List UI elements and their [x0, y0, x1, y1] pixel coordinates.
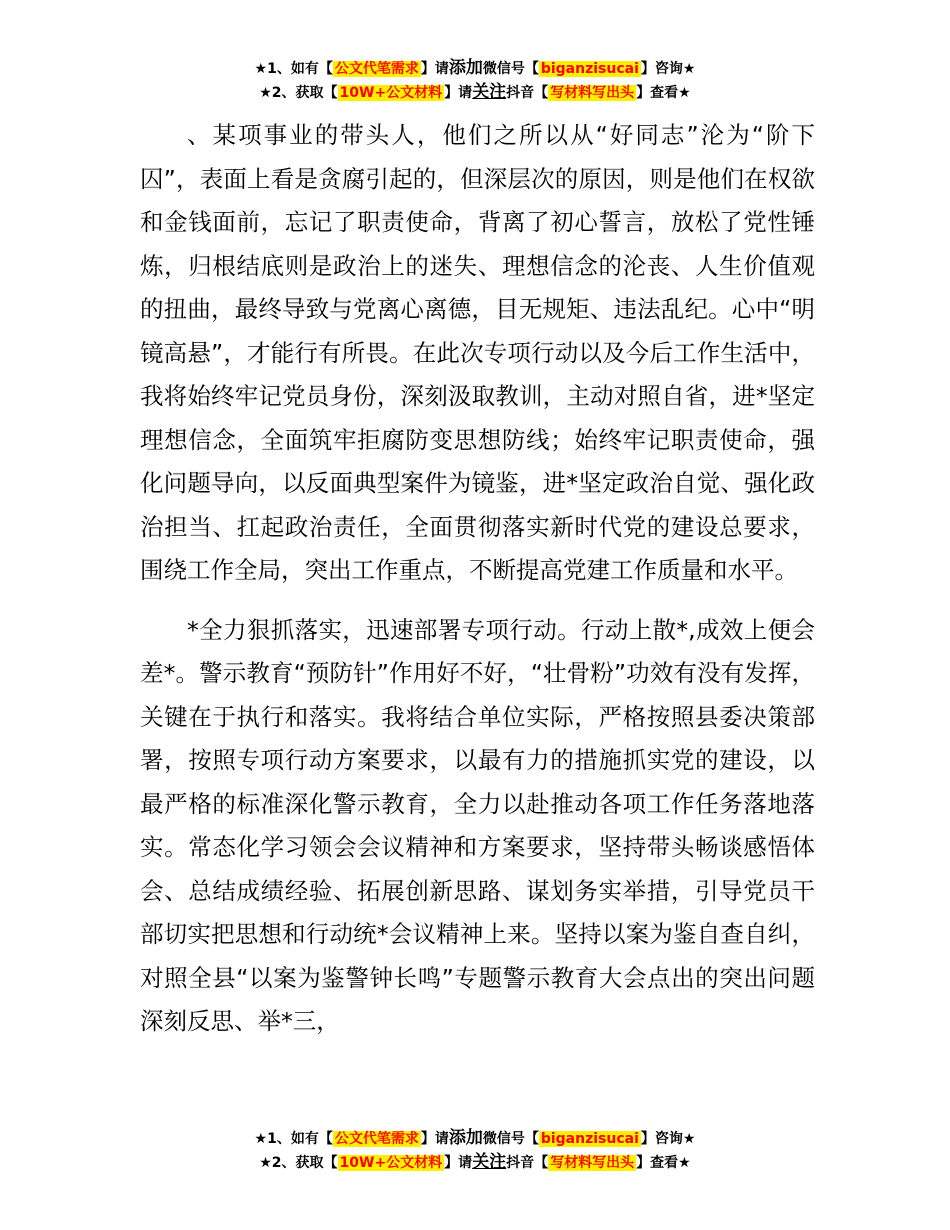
highlight-douyin-account: 写材料写出头: [550, 1155, 635, 1171]
banner-line-2: ★2、获取【 10W+公文材料 】请关注抖音【 写材料写出头 】查看★: [259, 1152, 691, 1172]
highlight-wechat-id: biganzisucai: [540, 61, 639, 77]
highlight-materials: 10W+公文材料: [339, 85, 443, 101]
paragraph: 、某项事业的带头人，他们之所以从“好同志”沦为“阶下囚”，表面上看是贪腐引起的，但深层次的原因，则是他们在权欲和金钱面前，忘记了职责使命，背离了初心誓言，放松了党性锤炼，归根结底则是政治上的迷失、理想信念的沦丧、人生价值观的扭曲，最终导致与党离心离德，目无规矩、违法乱纪。心中“明镜高悬”，才能行有所畏。在此次专项行动以及今后工作生活中，我将始终牢记党员身份，深刻汲取教训，主动对照自省，进*坚定理想信念，全面筑牢拒腐防变思想防线；始终牢记职责使命，强化问题导向，以反面典型案件为镜鉴，进*坚定政治自觉、强化政治担当、扛起政治责任，全面贯彻落实新时代党的建设总要求，围绕工作全局，突出工作重点，不断提高党建工作质量和水平。: [140, 121, 815, 584]
highlight-wechat-id: biganzisucai: [540, 1131, 639, 1147]
banner-line-1: ★1、如有【 公文代笔需求 】请添加微信号【 biganzisucai 】咨询★: [254, 58, 696, 78]
header-banner: [0, 57, 950, 105]
footer-banner: [0, 1127, 950, 1175]
highlight-materials: 10W+公文材料: [339, 1155, 443, 1171]
banner-line-2: ★2、获取【 10W+公文材料 】请关注抖音【 写材料写出头 】查看★: [259, 82, 691, 102]
highlight-service: 公文代笔需求: [334, 61, 419, 77]
highlight-service: 公文代笔需求: [334, 1131, 419, 1147]
banner-line-1: ★1、如有【 公文代笔需求 】请添加微信号【 biganzisucai 】咨询★: [254, 1128, 696, 1148]
paragraph: *全力狠抓落实，迅速部署专项行动。行动上散*,成效上便会差*。警示教育“预防针”作用好不好，“壮骨粉”功效有没有发挥，关键在于执行和落实。我将结合单位实际，严格按照县委决策部署，按照专项行动方案要求，以最有力的措施抓实党的建设，以最严格的标准深化警示教育，全力以赴推动各项工作任务落地落实。常态化学习领会会议精神和方案要求，坚持带头畅谈感悟体会、总结成绩经验、拓展创新思路、谋划务实举措，引导党员干部切实把思想和行动统*会议精神上来。坚持以案为鉴自查自纠，对照全县“以案为鉴警钟长鸣”专题警示教育大会点出的突出问题深刻反思、举*三，: [140, 615, 815, 1035]
document-body: [140, 114, 815, 1044]
highlight-douyin-account: 写材料写出头: [550, 85, 635, 101]
